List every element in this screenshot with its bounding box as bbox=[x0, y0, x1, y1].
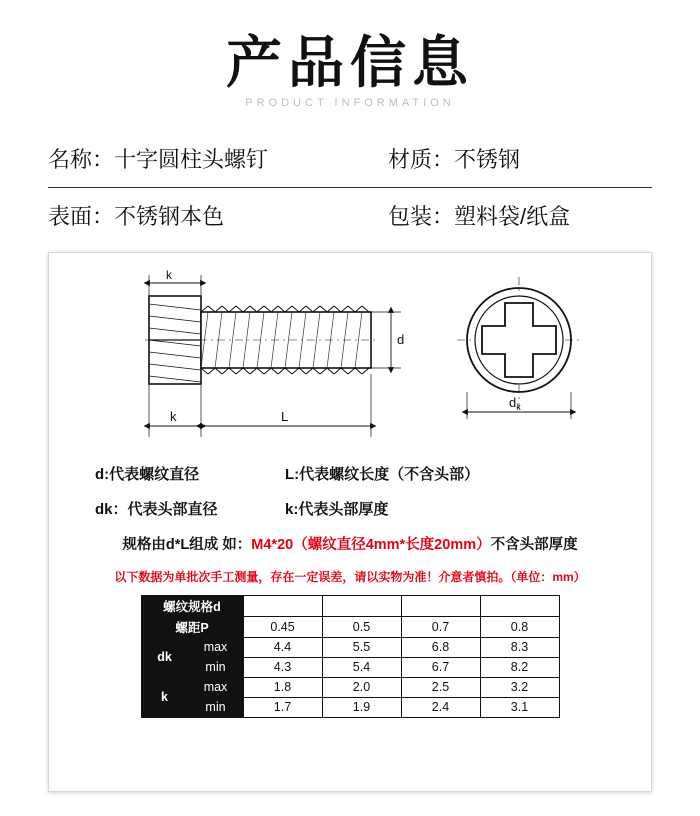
rule-example: M4*20（螺纹直径4mm*长度20mm） bbox=[251, 536, 491, 553]
spec-value-packaging: 塑料袋/纸盒 bbox=[454, 204, 571, 230]
measurement-note: 以下数据为单批次手工测量，存在一定误差，请以实物为准！介意者慎拍。（单位：mm） bbox=[114, 569, 586, 584]
table-cell: 0.7 bbox=[401, 616, 480, 637]
screw-technical-drawing bbox=[49, 269, 651, 459]
table-cell: 6.8 bbox=[401, 637, 480, 657]
page-subtitle: PRODUCT INFORMATION bbox=[245, 96, 455, 109]
table-header-cell: M3 bbox=[322, 595, 401, 616]
table-row bbox=[141, 657, 559, 677]
table-cell: 2.0 bbox=[322, 677, 401, 697]
spec-label-material: 材质： bbox=[388, 147, 455, 173]
table-cell: 0.5 bbox=[322, 616, 401, 637]
row-label-pitch: 螺距P bbox=[141, 616, 243, 637]
legend-L: L:代表螺纹长度（不含头部） bbox=[285, 465, 480, 483]
spec-label-surface: 表面： bbox=[48, 204, 115, 230]
table-cell: 3.1 bbox=[480, 697, 559, 717]
spec-label-packaging: 包装： bbox=[388, 204, 455, 230]
table-row bbox=[141, 677, 559, 697]
table-header-cell: M2.5 bbox=[243, 595, 322, 616]
table-cell: 0.8 bbox=[480, 616, 559, 637]
table-row bbox=[141, 697, 559, 717]
spec-value-material: 不锈钢 bbox=[454, 147, 521, 173]
table-row bbox=[141, 637, 559, 657]
table-cell: 2.4 bbox=[401, 697, 480, 717]
table-cell: 8.3 bbox=[480, 637, 559, 657]
table-header-cell: M5 bbox=[480, 595, 559, 616]
spec-label-name: 名称： bbox=[48, 147, 115, 173]
spec-row bbox=[48, 131, 652, 188]
title-block bbox=[0, 0, 700, 109]
spec-rule-line bbox=[49, 533, 651, 554]
spec-table bbox=[141, 595, 560, 718]
screw-drawing-svg bbox=[49, 269, 653, 459]
spec-table-wrap bbox=[49, 595, 651, 718]
row-label-dk: dk bbox=[141, 637, 188, 677]
diagram-card bbox=[48, 252, 652, 792]
table-header-cell: M4 bbox=[401, 595, 480, 616]
table-cell: 4.4 bbox=[243, 637, 322, 657]
dim-label-L: L bbox=[281, 408, 289, 424]
table-header-cell: 螺纹规格d bbox=[141, 595, 243, 616]
diagram-legend bbox=[49, 463, 651, 519]
spec-value-name: 十字圆柱头螺钉 bbox=[114, 147, 269, 173]
legend-d: d:代表螺纹直径 bbox=[95, 465, 200, 483]
page-title: 产品信息 bbox=[226, 31, 474, 94]
spec-list bbox=[48, 131, 652, 244]
spec-cell-name bbox=[48, 143, 388, 174]
legend-row bbox=[95, 463, 605, 484]
table-cell: 1.7 bbox=[243, 697, 322, 717]
dim-label-dk: $d_k$ bbox=[509, 394, 521, 412]
table-row bbox=[141, 616, 559, 637]
row-label-k: k bbox=[141, 677, 188, 717]
legend-k: k:代表头部厚度 bbox=[285, 500, 389, 518]
rule-prefix: 规格由d*L组成 如： bbox=[122, 536, 252, 553]
dim-label-k: k bbox=[170, 408, 177, 424]
rule-suffix: 不含头部厚度 bbox=[490, 536, 578, 553]
row-sublabel-max: max bbox=[188, 637, 243, 657]
dim-label-d: d bbox=[397, 331, 405, 347]
spec-cell-material bbox=[388, 143, 520, 174]
table-cell: 1.9 bbox=[322, 697, 401, 717]
table-cell: 5.4 bbox=[322, 657, 401, 677]
row-sublabel-min: min bbox=[188, 657, 243, 677]
table-header-row bbox=[141, 595, 559, 616]
table-cell: 2.5 bbox=[401, 677, 480, 697]
table-cell: 3.2 bbox=[480, 677, 559, 697]
dim-label-k-top: k bbox=[166, 268, 172, 282]
row-sublabel-max: max bbox=[188, 677, 243, 697]
table-cell: 1.8 bbox=[243, 677, 322, 697]
legend-dk: dk：代表头部直径 bbox=[95, 500, 218, 518]
spec-cell-packaging bbox=[388, 200, 570, 231]
spec-row bbox=[48, 188, 652, 244]
spec-value-surface: 不锈钢本色 bbox=[114, 204, 225, 230]
table-cell: 5.5 bbox=[322, 637, 401, 657]
table-cell: 4.3 bbox=[243, 657, 322, 677]
table-cell: 0.45 bbox=[243, 616, 322, 637]
table-cell: 6.7 bbox=[401, 657, 480, 677]
row-sublabel-min: min bbox=[188, 697, 243, 717]
table-cell: 8.2 bbox=[480, 657, 559, 677]
spec-cell-surface bbox=[48, 200, 388, 231]
legend-row bbox=[95, 498, 605, 519]
